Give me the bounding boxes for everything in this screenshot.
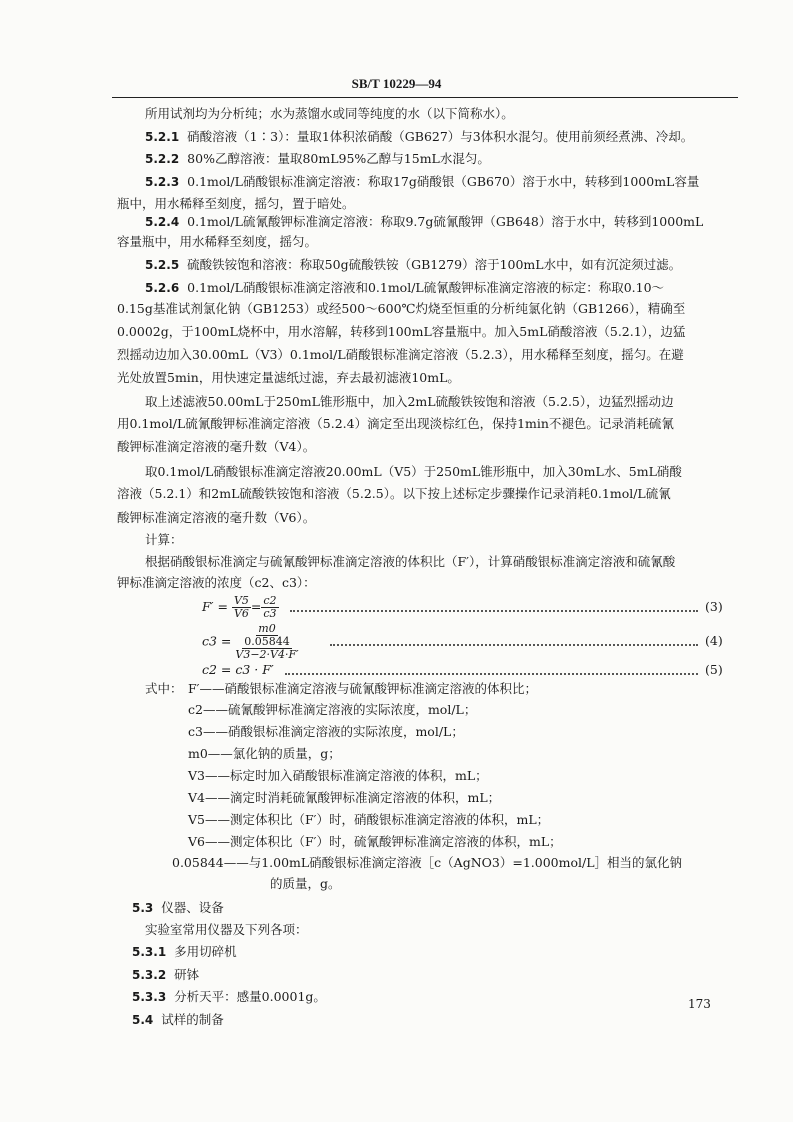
legend-item: m0——氯化钠的质量，g； [188, 746, 341, 761]
text-line: 根据硝酸银标准滴定与硫氰酸钾标准滴定溶液的体积比（F′），计算硝酸银标准滴定溶液和硫氰酸 [145, 554, 676, 569]
legend-item: 0.05844——与1.00mL硝酸银标准滴定溶液［c（AgNO3）=1.000mol/L］相当的氯化钠 [172, 855, 682, 870]
equation-number: (3) [705, 599, 723, 614]
clause-5-2-3 [145, 174, 731, 190]
clause-text: 0.1mol/L硝酸银标准滴定溶液：称取17g硝酸银（GB670）溶于水中，转移到1000mL容量 [187, 174, 700, 189]
denominator: 0.05844 [244, 634, 290, 648]
formula-lhs: c3 = [202, 633, 232, 649]
clause-text: 硝酸溶液（1∶3）：量取1体积浓硝酸（GB627）与3体积水混匀。使用前须经煮沸、冷却。 [187, 129, 694, 144]
clause-5-3-1 [132, 944, 237, 960]
clause-5-3-3 [132, 989, 326, 1005]
clause-number: 5.2.3 [145, 175, 180, 189]
legend-item: V4——滴定时消耗硫氰酸钾标准滴定溶液的体积，mL； [188, 790, 501, 805]
legend-continuation: 的质量，g。 [270, 876, 341, 891]
document-header: SB/T 10229—94 [351, 76, 442, 91]
numerator: V5 [233, 594, 249, 607]
clause-5-3-2 [132, 967, 199, 983]
denominator: V6 [233, 607, 249, 620]
clause-text: 硫酸铁铵饱和溶液：称取50g硫酸铁铵（GB1279）溶于100mL水中，如有沉淀须过滤。 [187, 257, 682, 272]
formula-lhs: F′ = [202, 599, 228, 614]
clause-text: 80%乙醇溶液：量取80mL95%乙醇与15mL水混匀。 [187, 151, 490, 166]
text-line: 取0.1mol/L硝酸银标准滴定溶液20.00mL（V5）于250mL锥形瓶中，加入30mL水、5mL硝酸 [145, 464, 682, 479]
numerator: m0 [258, 621, 276, 635]
section-number: 5.3 [132, 901, 154, 915]
legend-intro: 式中： [145, 681, 183, 696]
header-rule [112, 97, 738, 98]
clause-text: 多用切碎机 [174, 944, 237, 959]
clause-text: 0.1mol/L硝酸银标准滴定溶液和0.1mol/L硫氰酸钾标准滴定溶液的标定：称取0.10～ [187, 280, 665, 295]
formula-5: c2 = c3 · F′ [202, 662, 274, 677]
clause-text: 分析天平：感量0.0001g。 [174, 989, 326, 1004]
clause-text: 0.1mol/L硫氰酸钾标准滴定溶液：称取9.7g硫氰酸钾（GB648）溶于水中，转移到1000mL [187, 214, 704, 229]
text-line: 容量瓶中，用水稀释至刻度，摇匀。 [117, 234, 318, 249]
clause-text: 研钵 [174, 967, 200, 982]
calc-heading: 计算： [145, 532, 183, 547]
section-title: 仪器、设备 [161, 900, 224, 915]
clause-number: 5.3.2 [132, 968, 167, 982]
section-number: 5.4 [132, 1013, 154, 1027]
legend-item: V5——测定体积比（F′）时，硝酸银标准滴定溶液的体积，mL； [188, 812, 550, 827]
clause-5-2-5 [145, 257, 731, 273]
text-line: 光处放置5min，用快速定量滤纸过滤，弃去最初滤液10mL。 [117, 370, 460, 385]
legend-item: c2——硫氰酸钾标准滴定溶液的实际浓度，mol/L； [188, 702, 477, 717]
equation-number: (5) [705, 662, 723, 677]
text-line: 钾标准滴定溶液的浓度（c2、c3）： [117, 575, 316, 590]
clause-number: 5.2.6 [145, 281, 180, 295]
section-title: 试样的制备 [161, 1012, 224, 1027]
leader-dots [285, 673, 698, 675]
clause-number: 5.2.4 [145, 215, 180, 229]
section-5-4 [132, 1012, 224, 1028]
denominator: V3−2·V4·F′ [235, 647, 299, 661]
clause-5-2-6 [145, 280, 731, 296]
fraction [261, 595, 278, 620]
text-line: 酸钾标准滴定溶液的毫升数（V4）。 [117, 439, 316, 454]
clause-5-2-1 [145, 129, 731, 145]
equals: = [250, 599, 262, 614]
clause-5-2-4 [145, 214, 731, 230]
clause-number: 5.2.2 [145, 152, 180, 166]
legend-item: c3——硝酸银标准滴定溶液的实际浓度，mol/L； [188, 724, 464, 739]
text-line: 0.0002g，于100mL烧杯中，用水溶解，转移到100mL容量瓶中。加入5mL硝酸溶液（5.2.1），边猛 [117, 324, 686, 339]
equation-number: (4) [705, 633, 723, 648]
formula-3 [202, 594, 279, 620]
legend-item: V6——测定体积比（F′）时，硫氰酸钾标准滴定溶液的体积，mL； [188, 834, 562, 849]
leader-dots [330, 644, 698, 646]
numerator [242, 623, 292, 649]
paragraph: 所用试剂均为分析纯；水为蒸馏水或同等纯度的水（以下简称水）。 [145, 106, 514, 121]
text-line: 取上述滤液50.00mL于250mL锥形瓶中，加入2mL硫酸铁铵饱和溶液（5.2.5），边猛烈摇动边 [145, 394, 674, 409]
legend-item: V3——标定时加入硝酸银标准滴定溶液的体积，mL； [188, 768, 488, 783]
section-5-3 [132, 900, 224, 916]
numerator: c2 [263, 594, 277, 607]
clause-number: 5.2.5 [145, 258, 180, 272]
clause-5-2-2 [145, 151, 731, 167]
denominator: c3 [263, 607, 277, 620]
leader-dots [290, 610, 698, 612]
legend-item: F′——硝酸银标准滴定溶液与硫氰酸钾标准滴定溶液的体积比； [188, 681, 538, 696]
clause-number: 5.2.1 [145, 130, 180, 144]
fraction [232, 595, 251, 620]
page-number: 173 [688, 997, 711, 1011]
clause-number: 5.3.3 [132, 990, 167, 1004]
text-line: 酸钾标准滴定溶液的毫升数（V6）。 [117, 510, 316, 525]
text-line: 0.15g基准试剂氯化钠（GB1253）或经500～600℃灼烧至恒重的分析纯氯化钠（GB1266），精确至 [117, 301, 686, 316]
text-line: 烈摇动边加入30.00mL（V3）0.1mol/L硝酸银标准滴定溶液（5.2.3），用水稀释至刻度，摇匀。在避 [117, 347, 684, 362]
text-line: 瓶中，用水稀释至刻度，摇匀，置于暗处。 [117, 196, 355, 211]
text-line: 用0.1mol/L硫氰酸钾标准滴定溶液（5.2.4）滴定至出现淡棕红色，保持1min不褪色。记录消耗硫氰 [117, 416, 674, 431]
fraction [235, 623, 298, 661]
clause-number: 5.3.1 [132, 945, 167, 959]
text-line: 溶液（5.2.1）和2mL硫酸铁铵饱和溶液（5.2.5）。以下按上述标定步骤操作记录消耗0.1mol/L硫氰 [117, 486, 671, 501]
inner-fraction [244, 623, 290, 648]
formula-4 [202, 622, 299, 661]
section-intro: 实验室常用仪器及下列各项： [145, 922, 308, 937]
